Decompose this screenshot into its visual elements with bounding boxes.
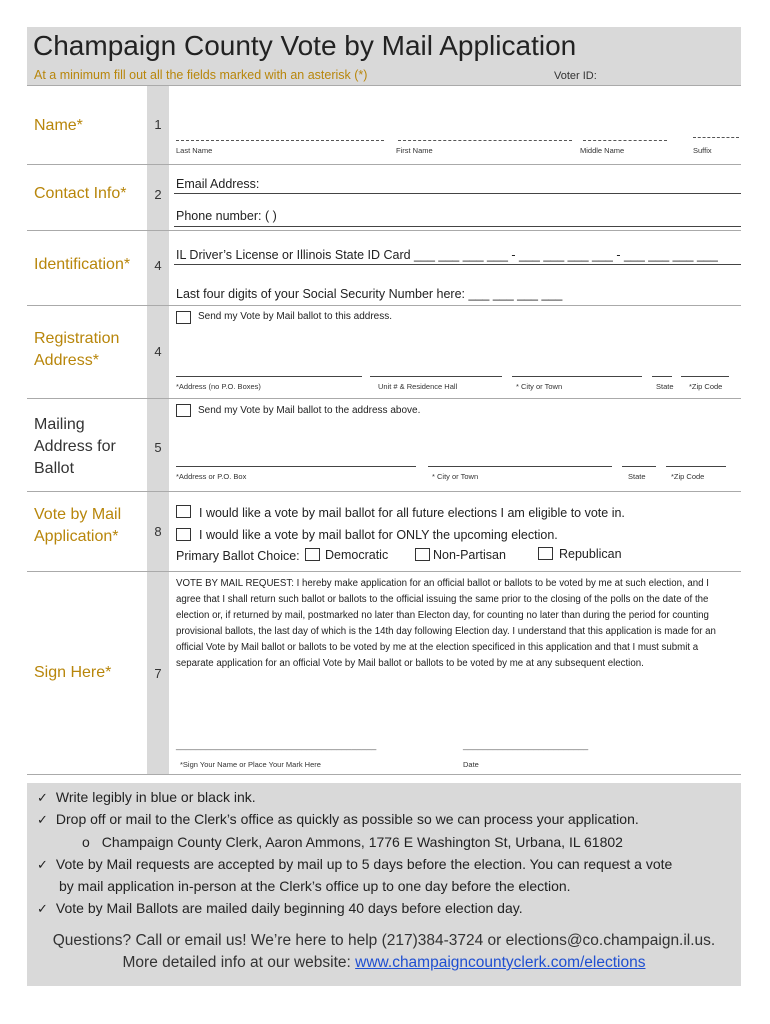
mailing-section-label	[34, 414, 116, 480]
date-caption: Date	[463, 760, 479, 769]
middle-name-field[interactable]	[583, 140, 667, 141]
vbm-section-label	[34, 504, 121, 548]
phone-field[interactable]	[174, 226, 741, 227]
license-underline	[174, 264, 741, 265]
mailing-city-field[interactable]	[428, 466, 612, 467]
section-number: 2	[154, 187, 162, 202]
mailing-address-caption: *Address or P.O. Box	[176, 472, 247, 481]
checkmark-icon: ✓	[37, 812, 48, 827]
divider	[27, 491, 741, 492]
bullet-text: Drop off or mail to the Clerk’s office as quickly as possible so we can process your application.	[55, 811, 639, 827]
bullet-text-continued: by mail application in-person at the Clerk’s office up to one day before the election.	[59, 878, 571, 894]
registration-section-label	[34, 328, 119, 372]
registration-label-line1: Registration	[34, 330, 120, 347]
send-to-above-checkbox[interactable]	[176, 404, 191, 417]
date-field[interactable]: _________________________	[463, 740, 589, 750]
registration-zip-field[interactable]	[681, 376, 729, 377]
middle-name-caption: Middle Name	[580, 146, 625, 155]
sub-bullet-item	[82, 834, 623, 850]
vote-by-mail-request-statement: VOTE BY MAIL REQUEST: I hereby make application for an official ballot or ballots to be voted by me at such election, and I agree that I shall return such ballot or ballots to the official issuing the same prior to the closing of the polls on the date of the election or, if returned by mail, postmarked no later than Electon day, for counting no later than during the period for counting provisional ballots, the last day of which is the 14th day following Election day. I understand that this application is made for an official Vote by Mail ballot or ballots to be voted by me at the election specificed in this application and that I must submit a separate application for an official Vote by Mail ballot or ballots to be voted by me at any subsequent election.	[176, 578, 716, 669]
mailing-label-line2: Address for	[34, 438, 116, 455]
website-link[interactable]: www.champaigncountyclerk.com/elections	[355, 954, 646, 971]
last-name-field[interactable]	[176, 140, 384, 141]
voter-id-label: Voter ID:	[554, 70, 597, 82]
registration-unit-caption: Unit # & Residence Hall	[378, 382, 458, 391]
sign-section-label: Sign Here*	[34, 664, 112, 681]
democratic-checkbox[interactable]	[305, 548, 320, 561]
mailing-zip-field[interactable]	[666, 466, 726, 467]
divider	[27, 164, 741, 165]
registration-zip-caption: *Zip Code	[689, 382, 723, 391]
phone-label: Phone number: ( )	[176, 209, 277, 223]
checkmark-icon: ✓	[37, 901, 48, 916]
bullet-text: Vote by Mail requests are accepted by mail up to 5 days before the election. You can request a vote	[55, 856, 673, 872]
registration-address-field[interactable]	[176, 376, 362, 377]
section-number: 1	[154, 117, 162, 132]
more-info-line	[27, 954, 741, 972]
bullet-item	[37, 789, 256, 806]
name-section-label: Name*	[34, 117, 83, 134]
divider	[27, 305, 741, 306]
ssn-field[interactable]: Last four digits of your Social Security Number here: ___ ___ ___ ___	[176, 287, 563, 301]
bullet-item	[37, 811, 639, 828]
divider	[27, 774, 741, 775]
suffix-caption: Suffix	[693, 146, 712, 155]
page-title: Champaign County Vote by Mail Application	[33, 30, 577, 61]
divider	[27, 398, 741, 399]
republican-checkbox[interactable]	[538, 547, 553, 560]
vbm-label-line2: Application*	[34, 528, 119, 545]
send-to-above-label: Send my Vote by Mail ballot to the address above.	[198, 405, 421, 416]
section-number: 5	[154, 440, 162, 455]
bullet-text: Vote by Mail Ballots are mailed daily beginning 40 days before election day.	[55, 900, 523, 916]
email-field[interactable]	[174, 193, 741, 194]
registration-state-field[interactable]	[652, 376, 672, 377]
mailing-address-field[interactable]	[176, 466, 416, 467]
registration-unit-field[interactable]	[370, 376, 502, 377]
first-name-caption: First Name	[396, 146, 433, 155]
all-future-elections-checkbox[interactable]	[176, 505, 191, 518]
primary-ballot-choice-label: Primary Ballot Choice:	[176, 549, 300, 563]
mailing-label-line1: Mailing	[34, 416, 85, 433]
upcoming-election-only-checkbox[interactable]	[176, 528, 191, 541]
mailing-city-caption: * City or Town	[432, 472, 479, 481]
mailing-state-caption: State	[628, 472, 646, 481]
instructions-subtitle: At a minimum fill out all the fields marked with an asterisk (*)	[34, 68, 368, 82]
clerk-address: Champaign County Clerk, Aaron Ammons, 1776 E Washington St, Urbana, IL 61802	[101, 834, 623, 850]
democratic-label: Democratic	[325, 548, 389, 562]
checkmark-icon: ✓	[37, 857, 48, 872]
divider	[27, 230, 741, 231]
republican-label: Republican	[559, 547, 622, 561]
section-number: 4	[154, 258, 162, 273]
send-to-registration-label: Send my Vote by Mail ballot to this address.	[198, 311, 392, 322]
signature-caption: *Sign Your Name or Place Your Mark Here	[180, 760, 321, 769]
registration-state-caption: State	[656, 382, 674, 391]
more-info-prefix: More detailed info at our website:	[122, 954, 356, 971]
non-partisan-label: Non-Partisan	[433, 548, 506, 562]
identification-section-label: Identification*	[34, 256, 131, 273]
registration-city-caption: * City or Town	[516, 382, 563, 391]
bullet-item	[37, 900, 523, 917]
registration-city-field[interactable]	[512, 376, 642, 377]
questions-contact: Questions? Call or email us! We’re here to help (217)384-3724 or elections@co.champaign.il.us.	[52, 932, 716, 949]
send-to-registration-checkbox[interactable]	[176, 311, 191, 324]
section-number: 8	[154, 524, 162, 539]
mailing-state-field[interactable]	[622, 466, 656, 467]
drivers-license-field[interactable]: IL Driver’s License or Illinois State ID Card ___ ___ ___ ___ - ___ ___ ___ ___ - ___ ___ ___ ___	[176, 248, 718, 262]
mailing-label-line3: Ballot	[34, 460, 75, 477]
upcoming-election-only-label: I would like a vote by mail ballot for ONLY the upcoming election.	[199, 528, 558, 542]
registration-label-line2: Address*	[34, 352, 99, 369]
bullet-text: Write legibly in blue or black ink.	[55, 789, 256, 805]
all-future-elections-label: I would like a vote by mail ballot for all future elections I am eligible to vote in.	[199, 506, 625, 520]
last-name-caption: Last Name	[176, 146, 213, 155]
vbm-label-line1: Vote by Mail	[34, 506, 122, 523]
contact-section-label: Contact Info*	[34, 185, 127, 202]
email-label: Email Address:	[176, 177, 260, 191]
mailing-zip-caption: *Zip Code	[671, 472, 705, 481]
section-number: 7	[154, 666, 162, 681]
section-number: 4	[154, 344, 162, 359]
bullet-item	[37, 856, 672, 873]
divider	[27, 571, 741, 572]
first-name-field[interactable]	[398, 140, 572, 141]
non-partisan-checkbox[interactable]	[415, 548, 430, 561]
signature-field[interactable]: ________________________________________	[176, 740, 377, 750]
checkmark-icon: ✓	[37, 790, 48, 805]
suffix-field[interactable]	[693, 137, 739, 138]
registration-address-caption: *Address (no P.O. Boxes)	[176, 382, 261, 391]
divider	[27, 85, 741, 86]
circle-bullet-icon: o	[82, 834, 90, 850]
